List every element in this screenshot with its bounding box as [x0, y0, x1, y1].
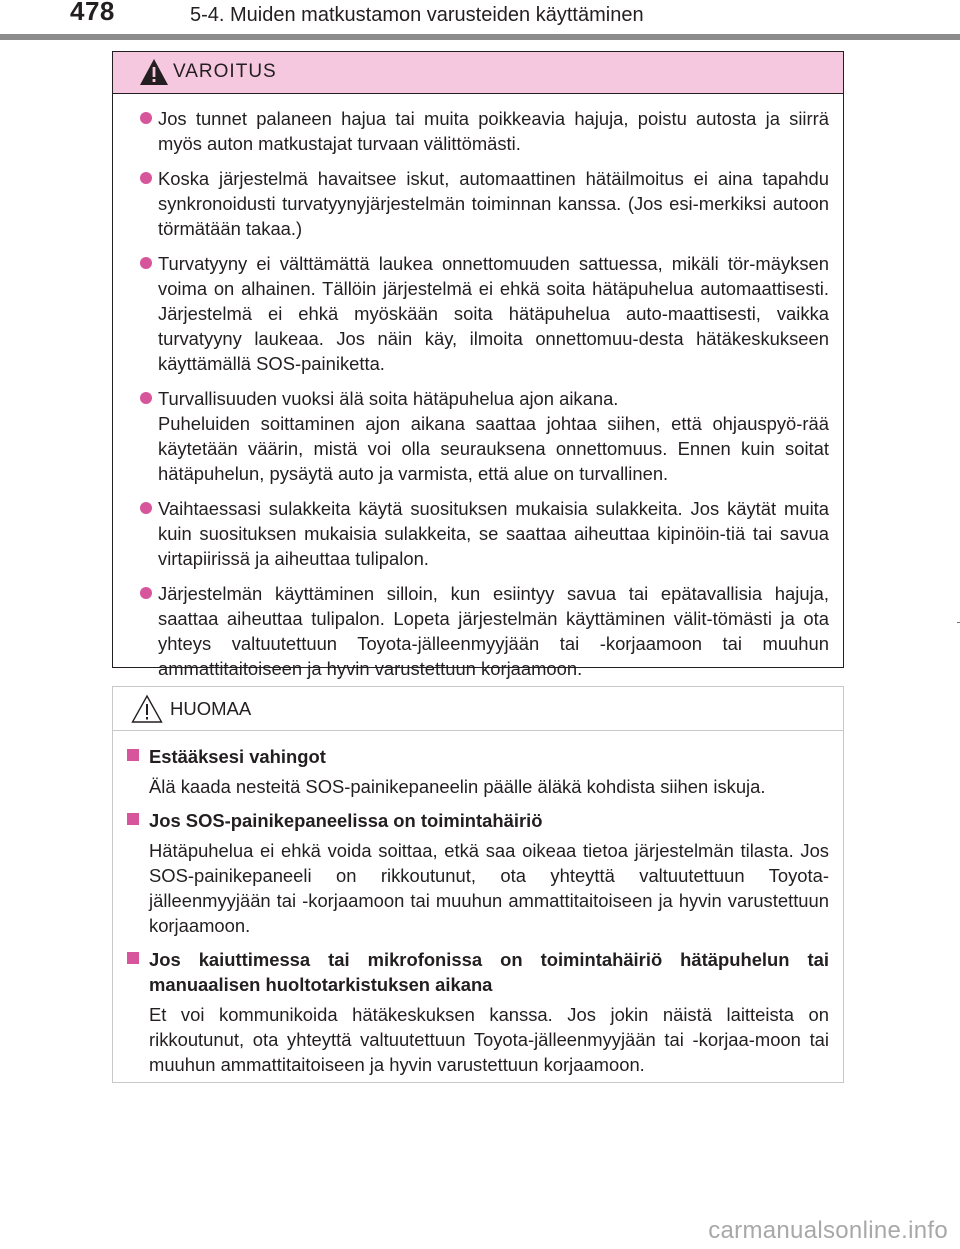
warning-text: Turvatyyny ei välttämättä laukea onnettomuuden sattuessa, mikäli tör-mäyksen voima on alhainen. Tällöin järjestelmä ei ehkä soita hätäpuhelua automaattisesti. Järjestelmä ei ehkä myöskään soita hätäpuhelua auto-maattisesti, vaikka turvatyyny laukeaa. Jos näin käy, ilmoita onnettomuu-desta hätäkeskukseen käyttämällä SOS-painiketta.	[158, 253, 829, 374]
header-rule	[0, 34, 960, 40]
notice-heading-text: Jos SOS-painikepaneelissa on toimintahäiriö	[149, 810, 543, 831]
warning-text: Vaihtaessasi sulakkeita käytä suosituksen mukaisia sulakkeita. Jos käytät muita kuin suosituksen mukaisia sulakkeita, se saattaa aiheuttaa kipinöin-tiä tai savua virtapiirissä ja aiheuttaa tulipalon.	[158, 498, 829, 569]
warning-icon	[139, 58, 169, 86]
notice-heading	[127, 744, 829, 769]
section-title: 5-4. Muiden matkustamon varusteiden käyttäminen	[190, 4, 644, 26]
square-bullet-icon	[127, 813, 139, 825]
notice-item	[127, 744, 829, 799]
warning-title: VAROITUS	[173, 61, 277, 82]
notice-content	[113, 731, 843, 1077]
warning-text: Jos tunnet palaneen hajua tai muita poikkeavia hajuja, poistu autosta ja siirrä myös auton matkustajat turvaan välittömästi.	[158, 108, 829, 154]
bullet-icon	[140, 172, 152, 184]
bullet-icon	[140, 257, 152, 269]
bullet-icon	[140, 392, 152, 404]
warning-item	[140, 496, 829, 571]
notice-box	[112, 686, 844, 1083]
notice-heading	[127, 808, 829, 833]
bullet-icon	[140, 587, 152, 599]
warning-text: Koska järjestelmä havaitsee iskut, automaattinen hätäilmoitus ei aina tapahdu synkronoidusti turvatyynyjärjestelmän toiminnan kanssa. (Jos esi-merkiksi autoon törmätään takaa.)	[158, 168, 829, 239]
warning-text: Järjestelmän käyttäminen silloin, kun esiintyy savua tai epätavallisia hajuja, saattaa aiheuttaa tulipalon. Lopeta järjestelmän käyttäminen välit-tömästi ja ota yhteys valtuutettuun Toyota-jälleenmyyjään tai -korjaamoon tai muuhun ammattitaitoiseen ja hyvin varustettuun korjaamoon.	[158, 583, 829, 679]
watermark: carmanualsonline.info	[708, 1217, 948, 1244]
caution-icon	[131, 694, 163, 724]
warning-list	[113, 94, 843, 681]
warning-item	[140, 581, 829, 681]
notice-title: HUOMAA	[170, 698, 252, 719]
warning-item	[140, 106, 829, 156]
notice-item	[127, 947, 829, 1077]
warning-item	[140, 166, 829, 241]
notice-body: Älä kaada nesteitä SOS-painikepaneelin päälle äläkä kohdista siihen iskuja.	[149, 776, 766, 797]
bullet-icon	[140, 502, 152, 514]
notice-body: Et voi kommunikoida hätäkeskuksen kanssa. Jos jokin näistä laitteista on rikkoutunut, ota yhteyttä valtuutettuun Toyota-jälleenmyyjään tai -korjaa-moon tai muuhun ammattitaitoiseen ja hyvin varustettuun korjaamoon.	[149, 1004, 829, 1075]
warning-header	[113, 52, 843, 94]
page-header	[0, 0, 960, 40]
warning-box	[112, 51, 844, 679]
page-number: 478	[70, 0, 115, 26]
square-bullet-icon	[127, 952, 139, 964]
notice-heading-text: Jos kaiuttimessa tai mikrofonissa on toimintahäiriö hätäpuhelun tai manuaalisen huoltotarkistuksen aikana	[149, 949, 829, 995]
notice-item	[127, 808, 829, 938]
warning-item	[140, 251, 829, 376]
notice-heading	[127, 947, 829, 997]
notice-heading-text: Estääksesi vahingot	[149, 746, 326, 767]
warning-item	[140, 386, 829, 486]
square-bullet-icon	[127, 749, 139, 761]
warning-text: Turvallisuuden vuoksi älä soita hätäpuhelua ajon aikana. Puheluiden soittaminen ajon aikana saattaa johtaa siihen, että ohjauspyö-rää käytetään väärin, mistä voi olla seurauksena onnettomuus. Ennen kuin soitat hätäpuhelun, pysäytä auto ja varmista, että alue on turvallinen.	[158, 388, 829, 484]
notice-header	[113, 687, 843, 731]
notice-body: Hätäpuhelua ei ehkä voida soittaa, etkä saa oikeaa tietoa järjestelmän tilasta. Jos SOS-painikepaneeli on rikkoutunut, ota yhteyttä valtuutettuun Toyota-jälleenmyyjään tai -korjaamoon tai muuhun ammattitaitoiseen ja hyvin varustettuun korjaamoon.	[149, 840, 829, 936]
bullet-icon	[140, 112, 152, 124]
